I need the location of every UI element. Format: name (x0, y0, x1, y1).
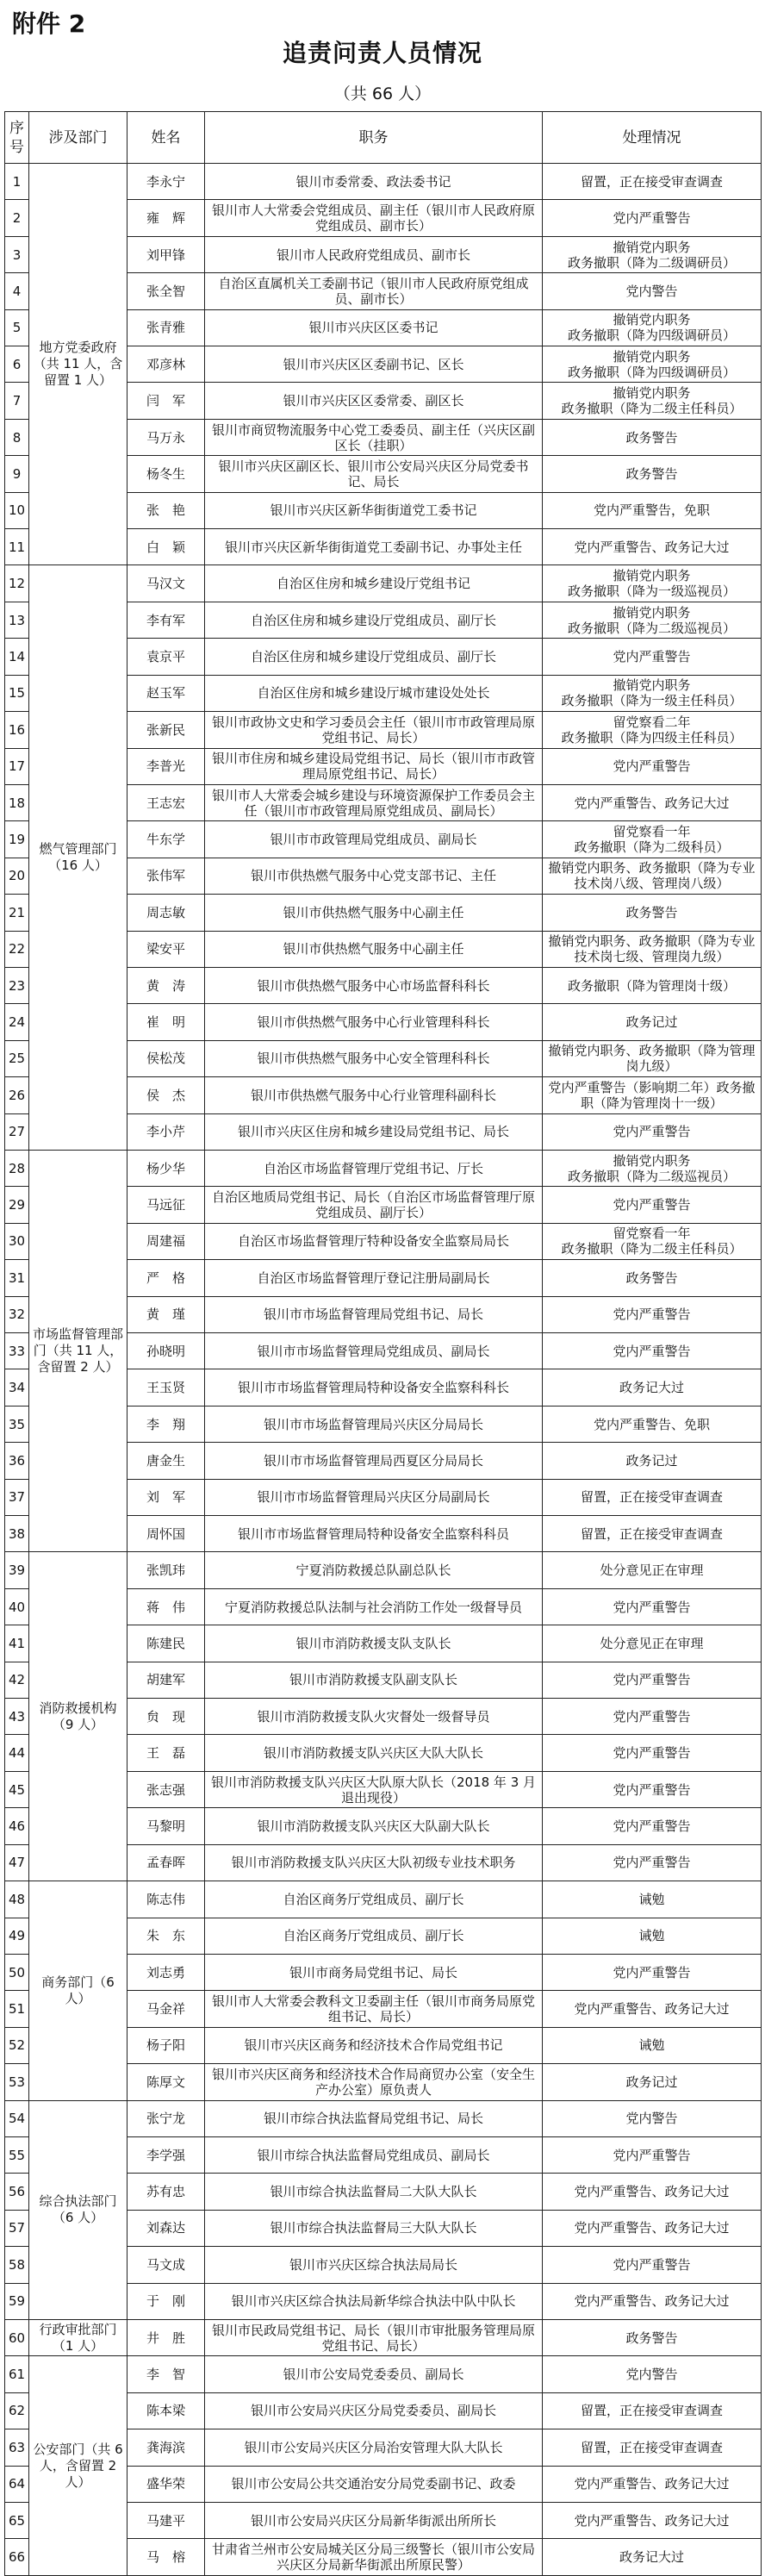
person-name-cell: 马万永 (128, 419, 205, 455)
position-cell: 银川市市场监督管理局党组成员、副局长 (205, 1333, 543, 1369)
position-cell: 自治区商务厅党组成员、副厅长 (205, 1918, 543, 1954)
person-name-cell: 盛华荣 (128, 2466, 205, 2502)
row-number-cell: 64 (5, 2466, 29, 2502)
row-number-cell: 14 (5, 639, 29, 675)
row-number-cell: 41 (5, 1625, 29, 1662)
person-name-cell: 刘志勇 (128, 1954, 205, 1990)
person-name-cell: 张志强 (128, 1771, 205, 1807)
person-name-cell: 李普光 (128, 748, 205, 784)
position-cell: 银川市供热燃气服务中心行业管理科科长 (205, 1004, 543, 1040)
result-cell: 党内严重警告 (543, 639, 762, 675)
row-number-cell: 10 (5, 492, 29, 528)
position-cell: 银川市委常委、政法委书记 (205, 164, 543, 200)
person-name-cell: 李有军 (128, 602, 205, 638)
accountability-table (4, 111, 762, 2576)
person-name-cell: 杨少华 (128, 1150, 205, 1186)
person-name-cell: 李永宁 (128, 164, 205, 200)
position-cell: 银川市综合执法监督局三大队大队长 (205, 2210, 543, 2246)
position-cell: 银川市人大常委会城乡建设与环境资源保护工作委员会主任（银川市市政管理局原党组成员、副局长） (205, 784, 543, 820)
person-name-cell: 井 胜 (128, 2319, 205, 2355)
department-cell: 综合执法部门（6 人） (29, 2100, 128, 2319)
position-cell: 自治区市场监督管理厅登记注册局副局长 (205, 1260, 543, 1296)
result-cell: 党内严重警告、政务记大过 (543, 2210, 762, 2246)
position-cell: 自治区直属机关工委副书记（银川市人民政府原党组成员、副市长） (205, 273, 543, 309)
row-number-cell: 28 (5, 1150, 29, 1186)
row-number-cell: 9 (5, 456, 29, 492)
result-cell: 政务警告 (543, 456, 762, 492)
person-name-cell: 贠 现 (128, 1699, 205, 1735)
position-cell: 银川市供热燃气服务中心副主任 (205, 895, 543, 931)
position-cell: 银川市消防救援支队兴庆区大队初级专业技术职务 (205, 1844, 543, 1881)
table-row (5, 2319, 762, 2355)
position-cell: 银川市商贸物流服务中心党工委委员、副主任（兴庆区副区长（挂职） (205, 419, 543, 455)
position-cell: 银川市兴庆区区委副书记、区长 (205, 346, 543, 383)
result-cell: 党内严重警告 (543, 1662, 762, 1698)
position-cell: 银川市人大常委会党组成员、副主任（银川市人民政府原党组成员、副市长） (205, 200, 543, 236)
row-number-cell: 33 (5, 1333, 29, 1369)
person-name-cell: 张宁龙 (128, 2100, 205, 2136)
row-number-cell: 16 (5, 712, 29, 748)
person-name-cell: 王玉贤 (128, 1369, 205, 1406)
position-cell: 银川市消防救援支队副支队长 (205, 1662, 543, 1698)
position-cell: 银川市兴庆区新华街街道党工委副书记、办事处主任 (205, 529, 543, 565)
person-name-cell: 张 艳 (128, 492, 205, 528)
position-cell: 银川市公安局公共交通治安分局党委副书记、政委 (205, 2466, 543, 2502)
position-cell: 银川市消防救援支队兴庆区大队大队长 (205, 1735, 543, 1771)
result-cell: 党内严重警告 (543, 1735, 762, 1771)
result-cell: 诫勉 (543, 1918, 762, 1954)
row-number-cell: 24 (5, 1004, 29, 1040)
result-cell: 党内严重警告、免职 (543, 1406, 762, 1442)
result-cell: 撤销党内职务 政务撤职（降为二级巡视员） (543, 602, 762, 638)
row-number-cell: 48 (5, 1881, 29, 1918)
person-name-cell: 侯 杰 (128, 1077, 205, 1113)
row-number-cell: 43 (5, 1699, 29, 1735)
position-cell: 银川市人民政府党组成员、副市长 (205, 236, 543, 272)
result-cell: 撤销党内职务 政务撤职（降为二级主任科员） (543, 383, 762, 419)
row-number-cell: 58 (5, 2247, 29, 2283)
position-cell: 自治区住房和城乡建设厅党组成员、副厅长 (205, 602, 543, 638)
row-number-cell: 25 (5, 1040, 29, 1076)
row-number-cell: 51 (5, 1991, 29, 2027)
result-cell: 党内警告 (543, 273, 762, 309)
result-cell: 党内严重警告 (543, 1113, 762, 1150)
row-number-cell: 22 (5, 931, 29, 967)
position-cell: 银川市市场监督管理局兴庆区分局副局长 (205, 1479, 543, 1515)
table-body (5, 164, 762, 2576)
row-number-cell: 19 (5, 821, 29, 858)
person-name-cell: 孟春晖 (128, 1844, 205, 1881)
person-name-cell: 周志敏 (128, 895, 205, 931)
position-cell: 银川市兴庆区区委常委、副区长 (205, 383, 543, 419)
person-name-cell: 马金祥 (128, 1991, 205, 2027)
result-cell: 党内严重警告 (543, 1771, 762, 1807)
position-cell: 银川市公安局兴庆区分局治安管理大队大队长 (205, 2429, 543, 2466)
result-cell: 政务撤职（降为管理岗十级） (543, 967, 762, 1003)
position-cell: 银川市消防救援支队兴庆区大队原大队长（2018 年 3 月退出现役） (205, 1771, 543, 1807)
position-cell: 银川市兴庆区综合执法局局长 (205, 2247, 543, 2283)
person-name-cell: 孙晓明 (128, 1333, 205, 1369)
person-name-cell: 杨子阳 (128, 2027, 205, 2063)
person-name-cell: 邓彦林 (128, 346, 205, 383)
result-cell: 党内警告 (543, 2100, 762, 2136)
table-row (5, 1552, 762, 1588)
row-number-cell: 62 (5, 2392, 29, 2429)
result-cell: 诫勉 (543, 2027, 762, 2063)
position-cell: 自治区住房和城乡建设厅党组成员、副厅长 (205, 639, 543, 675)
person-name-cell: 李小芹 (128, 1113, 205, 1150)
result-cell: 政务记过 (543, 2064, 762, 2100)
column-header-dept: 涉及部门 (29, 112, 128, 164)
result-cell: 党内严重警告 (543, 1588, 762, 1625)
position-cell: 自治区住房和城乡建设厅党组书记 (205, 565, 543, 602)
row-number-cell: 44 (5, 1735, 29, 1771)
row-number-cell: 17 (5, 748, 29, 784)
result-cell: 留党察看一年 政务撤职（降为二级主任科员） (543, 1223, 762, 1259)
person-name-cell: 白 颖 (128, 529, 205, 565)
department-cell: 市场监督管理部门（共 11 人，含留置 2 人） (29, 1150, 128, 1551)
person-name-cell: 李学强 (128, 2136, 205, 2173)
result-cell: 党内严重警告 (543, 1954, 762, 1990)
position-cell: 银川市公安局兴庆区分局新华街派出所所长 (205, 2503, 543, 2539)
person-name-cell: 张新民 (128, 712, 205, 748)
person-name-cell: 马汉文 (128, 565, 205, 602)
position-cell: 宁夏消防救援总队副总队长 (205, 1552, 543, 1588)
result-cell: 处分意见正在审理 (543, 1552, 762, 1588)
result-cell: 撤销党内职务、政务撤职（降为专业技术岗八级、管理岗八级） (543, 858, 762, 894)
person-name-cell: 闫 军 (128, 383, 205, 419)
annex-label: 附件 2 (12, 9, 86, 38)
position-cell: 银川市供热燃气服务中心党支部书记、主任 (205, 858, 543, 894)
position-cell: 自治区商务厅党组成员、副厅长 (205, 1881, 543, 1918)
table-row (5, 1150, 762, 1186)
person-name-cell: 刘甲锋 (128, 236, 205, 272)
position-cell: 宁夏消防救援总队法制与社会消防工作处一级督导员 (205, 1588, 543, 1625)
position-cell: 银川市消防救援支队火灾督处一级督导员 (205, 1699, 543, 1735)
position-cell: 银川市兴庆区商务和经济技术合作局商贸办公室（安全生产办公室）原负责人 (205, 2064, 543, 2100)
person-name-cell: 黄 瑾 (128, 1296, 205, 1332)
person-name-cell: 赵玉军 (128, 675, 205, 711)
person-name-cell: 苏有忠 (128, 2174, 205, 2210)
row-number-cell: 12 (5, 565, 29, 602)
row-number-cell: 23 (5, 967, 29, 1003)
result-cell: 党内严重警告、政务记大过 (543, 2466, 762, 2502)
position-cell: 银川市市政管理局党组成员、副局长 (205, 821, 543, 858)
position-cell: 银川市供热燃气服务中心行业管理科副科长 (205, 1077, 543, 1113)
row-number-cell: 60 (5, 2319, 29, 2355)
result-cell: 党内严重警告 (543, 1187, 762, 1223)
result-cell: 党内严重警告 (543, 200, 762, 236)
result-cell: 党内严重警告（影响期二年）政务撤职（降为管理岗十一级） (543, 1077, 762, 1113)
column-header-no: 序号 (5, 112, 29, 164)
row-number-cell: 53 (5, 2064, 29, 2100)
row-number-cell: 39 (5, 1552, 29, 1588)
position-cell: 银川市综合执法监督局二大队大队长 (205, 2174, 543, 2210)
department-cell: 地方党委政府（共 11 人，含留置 1 人） (29, 164, 128, 565)
position-cell: 银川市兴庆区新华街街道党工委书记 (205, 492, 543, 528)
person-name-cell: 王 磊 (128, 1735, 205, 1771)
row-number-cell: 2 (5, 200, 29, 236)
person-name-cell: 龚海滨 (128, 2429, 205, 2466)
position-cell: 银川市人大常委会教科文卫委副主任（银川市商务局原党组书记、局长） (205, 1991, 543, 2027)
position-cell: 自治区市场监督管理厅党组书记、厅长 (205, 1150, 543, 1186)
result-cell: 政务警告 (543, 895, 762, 931)
result-cell: 留置，正在接受审查调查 (543, 2429, 762, 2466)
person-name-cell: 袁京平 (128, 639, 205, 675)
person-name-cell: 侯松茂 (128, 1040, 205, 1076)
person-name-cell: 马建平 (128, 2503, 205, 2539)
person-name-cell: 梁安平 (128, 931, 205, 967)
result-cell: 党内严重警告 (543, 2247, 762, 2283)
person-name-cell: 李 翔 (128, 1406, 205, 1442)
department-cell: 消防救援机构（9 人） (29, 1552, 128, 1881)
result-cell: 撤销党内职务 政务撤职（降为四级调研员） (543, 346, 762, 383)
result-cell: 留置，正在接受审查调查 (543, 164, 762, 200)
position-cell: 自治区市场监督管理厅特种设备安全监察局局长 (205, 1223, 543, 1259)
position-cell: 银川市供热燃气服务中心市场监督科科长 (205, 967, 543, 1003)
row-number-cell: 45 (5, 1771, 29, 1807)
result-cell: 留党察看一年 政务撤职（降为二级科员） (543, 821, 762, 858)
row-number-cell: 35 (5, 1406, 29, 1442)
result-cell: 党内严重警告 (543, 1844, 762, 1881)
row-number-cell: 50 (5, 1954, 29, 1990)
row-number-cell: 21 (5, 895, 29, 931)
position-cell: 银川市公安局兴庆区分局党委委员、副局长 (205, 2392, 543, 2429)
table-row (5, 2100, 762, 2136)
result-cell: 留党察看二年 政务撤职（降为四级主任科员） (543, 712, 762, 748)
result-cell: 党内严重警告、政务记大过 (543, 784, 762, 820)
row-number-cell: 20 (5, 858, 29, 894)
department-cell: 燃气管理部门（16 人） (29, 565, 128, 1151)
person-name-cell: 陈厚文 (128, 2064, 205, 2100)
position-cell: 银川市市场监督管理局特种设备安全监察科科员 (205, 1516, 543, 1552)
person-name-cell: 马远征 (128, 1187, 205, 1223)
row-number-cell: 42 (5, 1662, 29, 1698)
result-cell: 处分意见正在审理 (543, 1625, 762, 1662)
row-number-cell: 32 (5, 1296, 29, 1332)
result-cell: 撤销党内职务 政务撤职（降为一级巡视员） (543, 565, 762, 602)
result-cell: 撤销党内职务 政务撤职（降为一级主任科员） (543, 675, 762, 711)
row-number-cell: 56 (5, 2174, 29, 2210)
position-cell: 银川市公安局党委委员、副局长 (205, 2356, 543, 2392)
document-subtitle: （共 66 人） (333, 84, 432, 103)
row-number-cell: 57 (5, 2210, 29, 2246)
position-cell: 银川市兴庆区住房和城乡建设局党组书记、局长 (205, 1113, 543, 1150)
department-cell: 商务部门（6 人） (29, 1881, 128, 2100)
column-header-position: 职务 (205, 112, 543, 164)
row-number-cell: 55 (5, 2136, 29, 2173)
position-cell: 银川市兴庆区综合执法局新华综合执法中队中队长 (205, 2283, 543, 2319)
row-number-cell: 11 (5, 529, 29, 565)
result-cell: 留置，正在接受审查调查 (543, 1479, 762, 1515)
row-number-cell: 38 (5, 1516, 29, 1552)
table-header-row (5, 112, 762, 164)
row-number-cell: 30 (5, 1223, 29, 1259)
position-cell: 银川市兴庆区副区长、银川市公安局兴庆区分局党委书记、局长 (205, 456, 543, 492)
row-number-cell: 37 (5, 1479, 29, 1515)
row-number-cell: 18 (5, 784, 29, 820)
result-cell: 政务警告 (543, 419, 762, 455)
person-name-cell: 周怀国 (128, 1516, 205, 1552)
row-number-cell: 13 (5, 602, 29, 638)
table-row (5, 164, 762, 200)
result-cell: 撤销党内职务 政务撤职（降为四级调研员） (543, 309, 762, 346)
row-number-cell: 3 (5, 236, 29, 272)
row-number-cell: 7 (5, 383, 29, 419)
position-cell: 银川市市场监督管理局西夏区分局局长 (205, 1443, 543, 1479)
row-number-cell: 46 (5, 1808, 29, 1844)
result-cell: 党内严重警告、政务记大过 (543, 1991, 762, 2027)
row-number-cell: 49 (5, 1918, 29, 1954)
position-cell: 银川市供热燃气服务中心副主任 (205, 931, 543, 967)
result-cell: 撤销党内职务 政务撤职（降为二级调研员） (543, 236, 762, 272)
result-cell: 政务记大过 (543, 2539, 762, 2575)
person-name-cell: 严 格 (128, 1260, 205, 1296)
result-cell: 党内严重警告 (543, 1296, 762, 1332)
row-number-cell: 27 (5, 1113, 29, 1150)
position-cell: 银川市消防救援支队支队长 (205, 1625, 543, 1662)
position-cell: 银川市消防救援支队兴庆区大队副大队长 (205, 1808, 543, 1844)
row-number-cell: 66 (5, 2539, 29, 2575)
person-name-cell: 陈建民 (128, 1625, 205, 1662)
result-cell: 党内严重警告 (543, 1699, 762, 1735)
result-cell: 党内严重警告 (543, 1333, 762, 1369)
position-cell: 银川市综合执法监督局党组书记、局长 (205, 2100, 543, 2136)
person-name-cell: 周建福 (128, 1223, 205, 1259)
person-name-cell: 牛东学 (128, 821, 205, 858)
position-cell: 自治区住房和城乡建设厅城市建设处处长 (205, 675, 543, 711)
result-cell: 诫勉 (543, 1881, 762, 1918)
position-cell: 银川市供热燃气服务中心安全管理科科长 (205, 1040, 543, 1076)
row-number-cell: 15 (5, 675, 29, 711)
result-cell: 党内严重警告 (543, 1808, 762, 1844)
result-cell: 撤销党内职务、政务撤职（降为管理岗九级） (543, 1040, 762, 1076)
person-name-cell: 蒋 伟 (128, 1588, 205, 1625)
result-cell: 政务记过 (543, 1004, 762, 1040)
person-name-cell: 朱 东 (128, 1918, 205, 1954)
result-cell: 党内严重警告 (543, 748, 762, 784)
row-number-cell: 26 (5, 1077, 29, 1113)
row-number-cell: 40 (5, 1588, 29, 1625)
row-number-cell: 52 (5, 2027, 29, 2063)
person-name-cell: 崔 明 (128, 1004, 205, 1040)
row-number-cell: 47 (5, 1844, 29, 1881)
position-cell: 银川市兴庆区商务和经济技术合作局党组书记 (205, 2027, 543, 2063)
position-cell: 甘肃省兰州市公安局城关区分局三级警长（银川市公安局兴庆区分局新华街派出所原民警） (205, 2539, 543, 2575)
person-name-cell: 陈本梁 (128, 2392, 205, 2429)
person-name-cell: 马 榕 (128, 2539, 205, 2575)
position-cell: 银川市商务局党组书记、局长 (205, 1954, 543, 1990)
person-name-cell: 雍 辉 (128, 200, 205, 236)
person-name-cell: 陈志伟 (128, 1881, 205, 1918)
department-cell: 行政审批部门（1 人） (29, 2319, 128, 2355)
result-cell: 政务记过 (543, 1443, 762, 1479)
result-cell: 党内严重警告 (543, 2136, 762, 2173)
person-name-cell: 张凯玮 (128, 1552, 205, 1588)
position-cell: 银川市综合执法监督局党组成员、副局长 (205, 2136, 543, 2173)
position-cell: 自治区地质局党组书记、局长（自治区市场监督管理厅原党组成员、副厅长） (205, 1187, 543, 1223)
row-number-cell: 36 (5, 1443, 29, 1479)
person-name-cell: 马文成 (128, 2247, 205, 2283)
result-cell: 留置，正在接受审查调查 (543, 2392, 762, 2429)
table-row (5, 565, 762, 602)
result-cell: 党内严重警告，免职 (543, 492, 762, 528)
row-number-cell: 6 (5, 346, 29, 383)
person-name-cell: 张全智 (128, 273, 205, 309)
result-cell: 撤销党内职务、政务撤职（降为专业技术岗七级、管理岗九级） (543, 931, 762, 967)
row-number-cell: 63 (5, 2429, 29, 2466)
result-cell: 留置，正在接受审查调查 (543, 1516, 762, 1552)
row-number-cell: 31 (5, 1260, 29, 1296)
result-cell: 政务警告 (543, 2319, 762, 2355)
result-cell: 党内严重警告、政务记大过 (543, 2503, 762, 2539)
row-number-cell: 29 (5, 1187, 29, 1223)
row-number-cell: 8 (5, 419, 29, 455)
result-cell: 政务警告 (543, 1260, 762, 1296)
result-cell: 党内严重警告、政务记大过 (543, 529, 762, 565)
person-name-cell: 于 刚 (128, 2283, 205, 2319)
person-name-cell: 黄 涛 (128, 967, 205, 1003)
row-number-cell: 1 (5, 164, 29, 200)
result-cell: 党内严重警告、政务记大过 (543, 2283, 762, 2319)
position-cell: 银川市住房和城乡建设局党组书记、局长（银川市市政管理局原党组书记、局长） (205, 748, 543, 784)
result-cell: 党内严重警告、政务记大过 (543, 2174, 762, 2210)
position-cell: 银川市民政局党组书记、局长（银川市审批服务管理局原党组书记、局长） (205, 2319, 543, 2355)
result-cell: 撤销党内职务 政务撤职（降为二级巡视员） (543, 1150, 762, 1186)
column-header-result: 处理情况 (543, 112, 762, 164)
row-number-cell: 65 (5, 2503, 29, 2539)
person-name-cell: 唐金生 (128, 1443, 205, 1479)
person-name-cell: 王志宏 (128, 784, 205, 820)
person-name-cell: 杨冬生 (128, 456, 205, 492)
person-name-cell: 马黎明 (128, 1808, 205, 1844)
position-cell: 银川市兴庆区区委书记 (205, 309, 543, 346)
person-name-cell: 张伟军 (128, 858, 205, 894)
row-number-cell: 5 (5, 309, 29, 346)
row-number-cell: 59 (5, 2283, 29, 2319)
position-cell: 银川市市场监督管理局党组书记、局长 (205, 1296, 543, 1332)
person-name-cell: 胡建军 (128, 1662, 205, 1698)
table-row (5, 1881, 762, 1918)
result-cell: 党内警告 (543, 2356, 762, 2392)
person-name-cell: 张青雅 (128, 309, 205, 346)
row-number-cell: 4 (5, 273, 29, 309)
person-name-cell: 李 智 (128, 2356, 205, 2392)
position-cell: 银川市市场监督管理局兴庆区分局局长 (205, 1406, 543, 1442)
position-cell: 银川市市场监督管理局特种设备安全监察科科长 (205, 1369, 543, 1406)
column-header-name: 姓名 (128, 112, 205, 164)
row-number-cell: 61 (5, 2356, 29, 2392)
position-cell: 银川市政协文史和学习委员会主任（银川市市政管理局原党组书记、局长） (205, 712, 543, 748)
row-number-cell: 34 (5, 1369, 29, 1406)
table-row (5, 2356, 762, 2392)
person-name-cell: 刘 军 (128, 1479, 205, 1515)
document-title: 追责问责人员情况 (282, 39, 482, 67)
row-number-cell: 54 (5, 2100, 29, 2136)
department-cell: 公安部门（共 6 人，含留置 2 人） (29, 2356, 128, 2575)
person-name-cell: 刘森达 (128, 2210, 205, 2246)
result-cell: 政务记大过 (543, 1369, 762, 1406)
